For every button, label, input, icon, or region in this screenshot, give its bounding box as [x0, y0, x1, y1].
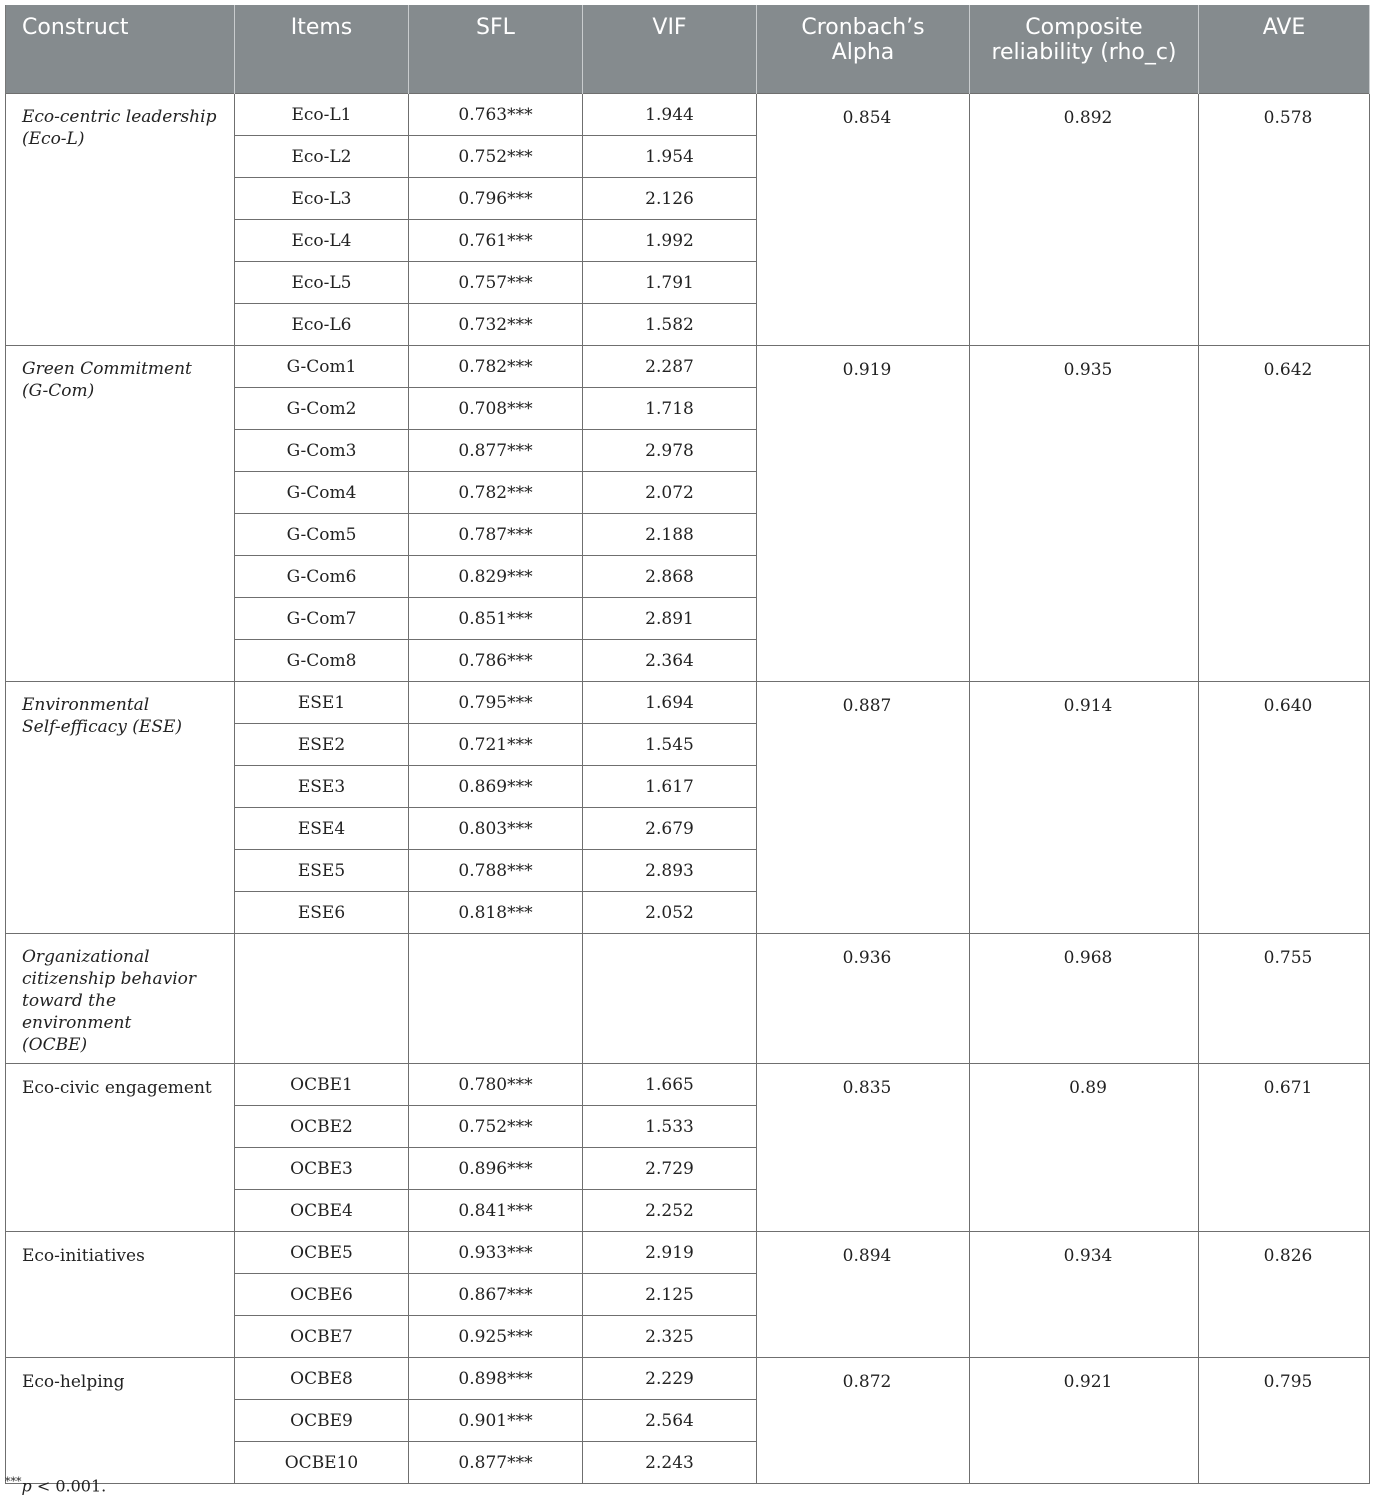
composite-reliability-value: 0.89	[970, 1064, 1199, 1232]
footnote-variable: p	[21, 1476, 32, 1496]
sfl-cell: 0.896***	[409, 1148, 583, 1190]
header-construct: Construct	[6, 5, 235, 94]
composite-reliability-value: 0.914	[970, 682, 1199, 934]
sfl-cell: 0.761***	[409, 220, 583, 262]
header-cr-line1: Composite	[1025, 15, 1143, 40]
item-cell: ESE6	[235, 892, 409, 934]
construct-label: Eco-centric leadership	[22, 107, 217, 127]
cronbach-alpha-value: 0.919	[757, 346, 970, 682]
vif-cell: 2.243	[583, 1442, 757, 1484]
construct-label: Eco-civic engagement	[22, 1078, 212, 1098]
construct-label: Eco-initiatives	[22, 1246, 145, 1266]
vif-cell: 2.188	[583, 514, 757, 556]
item-cell: OCBE9	[235, 1400, 409, 1442]
item-cell: Eco-L5	[235, 262, 409, 304]
item-cell: OCBE1	[235, 1064, 409, 1106]
vif-cell: 2.125	[583, 1274, 757, 1316]
vif-cell: 2.252	[583, 1190, 757, 1232]
cronbach-alpha-value: 0.872	[757, 1358, 970, 1484]
reliability-table	[5, 5, 1370, 1484]
header-sfl: SFL	[409, 5, 583, 94]
sfl-cell: 0.803***	[409, 808, 583, 850]
header-composite-reliability	[970, 5, 1199, 94]
vif-cell: 1.718	[583, 388, 757, 430]
sfl-cell: 0.786***	[409, 640, 583, 682]
construct-label: Green Commitment	[22, 359, 192, 379]
sfl-cell: 0.901***	[409, 1400, 583, 1442]
table-row	[6, 1064, 1370, 1106]
sfl-cell: 0.721***	[409, 724, 583, 766]
table-row	[6, 682, 1370, 724]
item-cell: G-Com5	[235, 514, 409, 556]
header-cronbach-alpha	[757, 5, 970, 94]
item-cell: G-Com7	[235, 598, 409, 640]
item-cell: OCBE3	[235, 1148, 409, 1190]
sfl-cell: 0.763***	[409, 94, 583, 136]
item-cell: Eco-L3	[235, 178, 409, 220]
sfl-cell: 0.869***	[409, 766, 583, 808]
vif-cell: 1.533	[583, 1106, 757, 1148]
vif-cell: 2.052	[583, 892, 757, 934]
sfl-cell: 0.708***	[409, 388, 583, 430]
vif-cell: 2.893	[583, 850, 757, 892]
cronbach-alpha-value: 0.894	[757, 1232, 970, 1358]
composite-reliability-value: 0.934	[970, 1232, 1199, 1358]
item-cell: ESE5	[235, 850, 409, 892]
ave-value: 0.755	[1199, 934, 1370, 1064]
composite-reliability-value: 0.935	[970, 346, 1199, 682]
construct-label: Self-efficacy (ESE)	[22, 717, 183, 737]
vif-cell: 2.729	[583, 1148, 757, 1190]
ave-value: 0.578	[1199, 94, 1370, 346]
sfl-cell: 0.787***	[409, 514, 583, 556]
item-cell: ESE3	[235, 766, 409, 808]
ave-value: 0.795	[1199, 1358, 1370, 1484]
item-cell: OCBE8	[235, 1358, 409, 1400]
sfl-cell: 0.898***	[409, 1358, 583, 1400]
header-items: Items	[235, 5, 409, 94]
vif-cell: 2.564	[583, 1400, 757, 1442]
table-header	[6, 5, 1370, 94]
table-row	[6, 1358, 1370, 1400]
vif-cell: 1.944	[583, 94, 757, 136]
sfl-cell: 0.829***	[409, 556, 583, 598]
item-cell: OCBE4	[235, 1190, 409, 1232]
vif-cell: 2.364	[583, 640, 757, 682]
construct-label: (G-Com)	[22, 381, 95, 401]
construct-cell	[6, 94, 235, 346]
ave-value: 0.640	[1199, 682, 1370, 934]
header-alpha-line2: Alpha	[831, 40, 895, 65]
vif-cell: 1.954	[583, 136, 757, 178]
composite-reliability-value: 0.892	[970, 94, 1199, 346]
table-row	[6, 934, 1370, 1064]
vif-cell: 1.694	[583, 682, 757, 724]
construct-cell	[6, 1064, 235, 1232]
construct-label: citizenship behavior	[22, 969, 197, 989]
ave-value: 0.642	[1199, 346, 1370, 682]
vif-cell: 1.992	[583, 220, 757, 262]
cronbach-alpha-value: 0.835	[757, 1064, 970, 1232]
cronbach-alpha-value: 0.854	[757, 94, 970, 346]
construct-cell	[6, 1358, 235, 1484]
item-cell-empty	[235, 934, 409, 1064]
table-row	[6, 346, 1370, 388]
construct-label: Environmental	[22, 695, 150, 715]
sfl-cell-empty	[409, 934, 583, 1064]
table-body	[6, 94, 1370, 1484]
ave-value: 0.671	[1199, 1064, 1370, 1232]
sfl-cell: 0.732***	[409, 304, 583, 346]
item-cell: G-Com2	[235, 388, 409, 430]
vif-cell: 2.679	[583, 808, 757, 850]
vif-cell: 2.072	[583, 472, 757, 514]
construct-label: (Eco-L)	[22, 129, 85, 149]
sfl-cell: 0.757***	[409, 262, 583, 304]
item-cell: Eco-L4	[235, 220, 409, 262]
sfl-cell: 0.877***	[409, 430, 583, 472]
construct-label: Organizational	[22, 947, 150, 967]
cronbach-alpha-value: 0.887	[757, 682, 970, 934]
vif-cell-empty	[583, 934, 757, 1064]
item-cell: OCBE7	[235, 1316, 409, 1358]
vif-cell: 2.325	[583, 1316, 757, 1358]
sfl-cell: 0.841***	[409, 1190, 583, 1232]
header-ave: AVE	[1199, 5, 1370, 94]
construct-cell	[6, 1232, 235, 1358]
vif-cell: 1.665	[583, 1064, 757, 1106]
item-cell: OCBE10	[235, 1442, 409, 1484]
vif-cell: 2.126	[583, 178, 757, 220]
sfl-cell: 0.925***	[409, 1316, 583, 1358]
sfl-cell: 0.796***	[409, 178, 583, 220]
footnote-text: < 0.001.	[31, 1476, 107, 1496]
footnote-mark: ***	[5, 1475, 22, 1488]
sfl-cell: 0.867***	[409, 1274, 583, 1316]
footnote	[5, 1475, 106, 1495]
sfl-cell: 0.782***	[409, 346, 583, 388]
item-cell: OCBE2	[235, 1106, 409, 1148]
table-row	[6, 1232, 1370, 1274]
item-cell: ESE2	[235, 724, 409, 766]
cronbach-alpha-value: 0.936	[757, 934, 970, 1064]
item-cell: ESE1	[235, 682, 409, 724]
sfl-cell: 0.933***	[409, 1232, 583, 1274]
item-cell: ESE4	[235, 808, 409, 850]
sfl-cell: 0.752***	[409, 136, 583, 178]
table-row	[6, 94, 1370, 136]
item-cell: G-Com4	[235, 472, 409, 514]
item-cell: G-Com3	[235, 430, 409, 472]
construct-label: (OCBE)	[22, 1035, 88, 1055]
construct-cell	[6, 934, 235, 1064]
sfl-cell: 0.851***	[409, 598, 583, 640]
vif-cell: 2.891	[583, 598, 757, 640]
construct-cell	[6, 682, 235, 934]
composite-reliability-value: 0.921	[970, 1358, 1199, 1484]
item-cell: G-Com8	[235, 640, 409, 682]
item-cell: OCBE6	[235, 1274, 409, 1316]
construct-label: toward the environment	[22, 991, 132, 1033]
vif-cell: 2.978	[583, 430, 757, 472]
item-cell: Eco-L2	[235, 136, 409, 178]
sfl-cell: 0.780***	[409, 1064, 583, 1106]
sfl-cell: 0.795***	[409, 682, 583, 724]
vif-cell: 1.582	[583, 304, 757, 346]
item-cell: Eco-L6	[235, 304, 409, 346]
vif-cell: 1.545	[583, 724, 757, 766]
header-vif: VIF	[583, 5, 757, 94]
sfl-cell: 0.818***	[409, 892, 583, 934]
vif-cell: 1.791	[583, 262, 757, 304]
item-cell: Eco-L1	[235, 94, 409, 136]
sfl-cell: 0.782***	[409, 472, 583, 514]
item-cell: G-Com1	[235, 346, 409, 388]
ave-value: 0.826	[1199, 1232, 1370, 1358]
sfl-cell: 0.788***	[409, 850, 583, 892]
item-cell: G-Com6	[235, 556, 409, 598]
sfl-cell: 0.752***	[409, 1106, 583, 1148]
composite-reliability-value: 0.968	[970, 934, 1199, 1064]
vif-cell: 2.287	[583, 346, 757, 388]
construct-cell	[6, 346, 235, 682]
sfl-cell: 0.877***	[409, 1442, 583, 1484]
vif-cell: 2.229	[583, 1358, 757, 1400]
vif-cell: 1.617	[583, 766, 757, 808]
item-cell: OCBE5	[235, 1232, 409, 1274]
vif-cell: 2.919	[583, 1232, 757, 1274]
vif-cell: 2.868	[583, 556, 757, 598]
header-alpha-line1: Cronbach’s	[801, 15, 925, 40]
construct-label: Eco-helping	[22, 1372, 125, 1392]
header-cr-line2: reliability (rho_c)	[991, 40, 1177, 65]
